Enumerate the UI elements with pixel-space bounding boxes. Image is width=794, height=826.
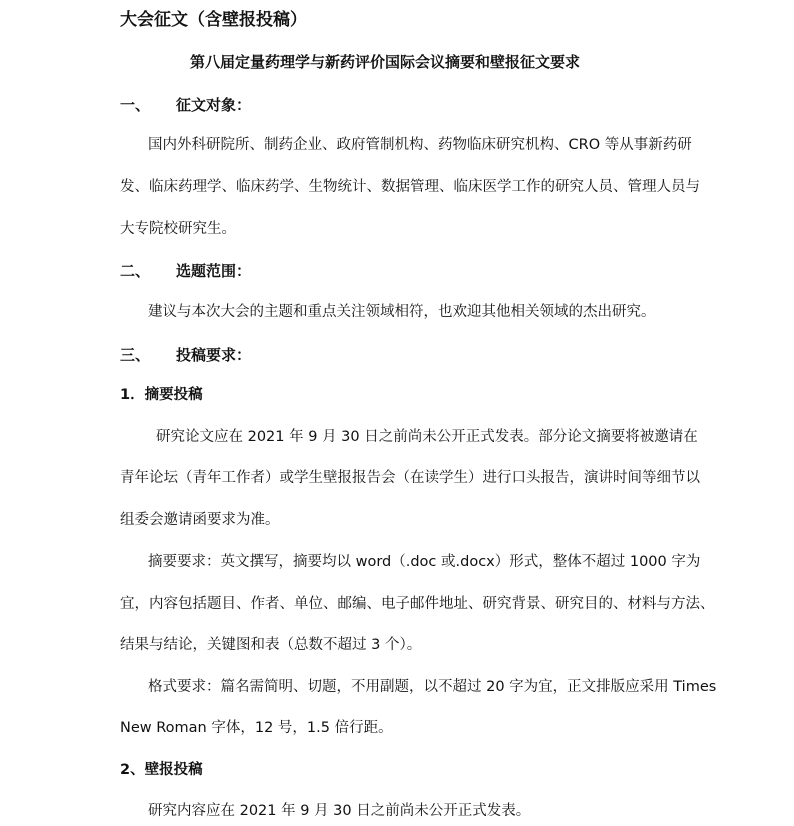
sub1-para3-line-1: 格式要求：篇名需简明、切题，不用副题，以不超过 20 字为宜，正文排版应采用 Times <box>148 679 717 695</box>
section-2-line-1: 建议与本次大会的主题和重点关注领域相符，也欢迎其他相关领域的杰出研究。 <box>148 304 656 320</box>
main-title: 大会征文（含壁报投稿） <box>120 10 307 30</box>
document-subtitle: 第八届定量药理学与新药评价国际会议摘要和壁报征文要求 <box>190 53 581 71</box>
sub1-para1-line-3: 组委会邀请函要求为准。 <box>120 512 280 528</box>
sub1-para1-line-2: 青年论坛（青年工作者）或学生壁报报告会（在读学生）进行口头报告，演讲时间等细节以 <box>120 470 700 486</box>
sub1-para2-line-1: 摘要要求：英文撰写，摘要均以 word（.doc 或.docx）形式，整体不超过 1000 字为 <box>148 554 701 570</box>
section-1-line-2: 发、临床药理学、临床药学、生物统计、数据管理、临床医学工作的研究人员、管理人员与 <box>120 179 700 195</box>
section-2-number: 二、 <box>120 262 151 280</box>
section-3-number: 三、 <box>120 346 151 364</box>
sub2-line-1: 研究内容应在 2021 年 9 月 30 日之前尚未公开正式发表。 <box>148 803 531 819</box>
section-1-title: 征文对象： <box>176 96 252 114</box>
section-1-line-1: 国内外科研院所、制药企业、政府管制机构、药物临床研究机构、CRO 等从事新药研 <box>148 137 692 153</box>
sub1-para2-line-2: 宜，内容包括题目、作者、单位、邮编、电子邮件地址、研究背景、研究目的、材料与方法、 <box>120 596 715 612</box>
section-1-line-3: 大专院校研究生。 <box>120 221 236 237</box>
sub1-para1-line-1: 研究论文应在 2021 年 9 月 30 日之前尚未公开正式发表。部分论文摘要将被邀请在 <box>156 429 698 445</box>
section-1-number: 一、 <box>120 96 151 114</box>
sub1-para3-line-2: New Roman 字体，12 号，1.5 倍行距。 <box>120 720 393 736</box>
subsection-1-heading: 1．摘要投稿 <box>120 387 203 403</box>
section-3-title: 投稿要求： <box>176 346 252 364</box>
subsection-2-heading: 2、壁报投稿 <box>120 762 203 778</box>
section-2-title: 选题范围： <box>176 262 252 280</box>
sub1-para2-line-3: 结果与结论，关键图和表（总数不超过 3 个）。 <box>120 637 422 653</box>
